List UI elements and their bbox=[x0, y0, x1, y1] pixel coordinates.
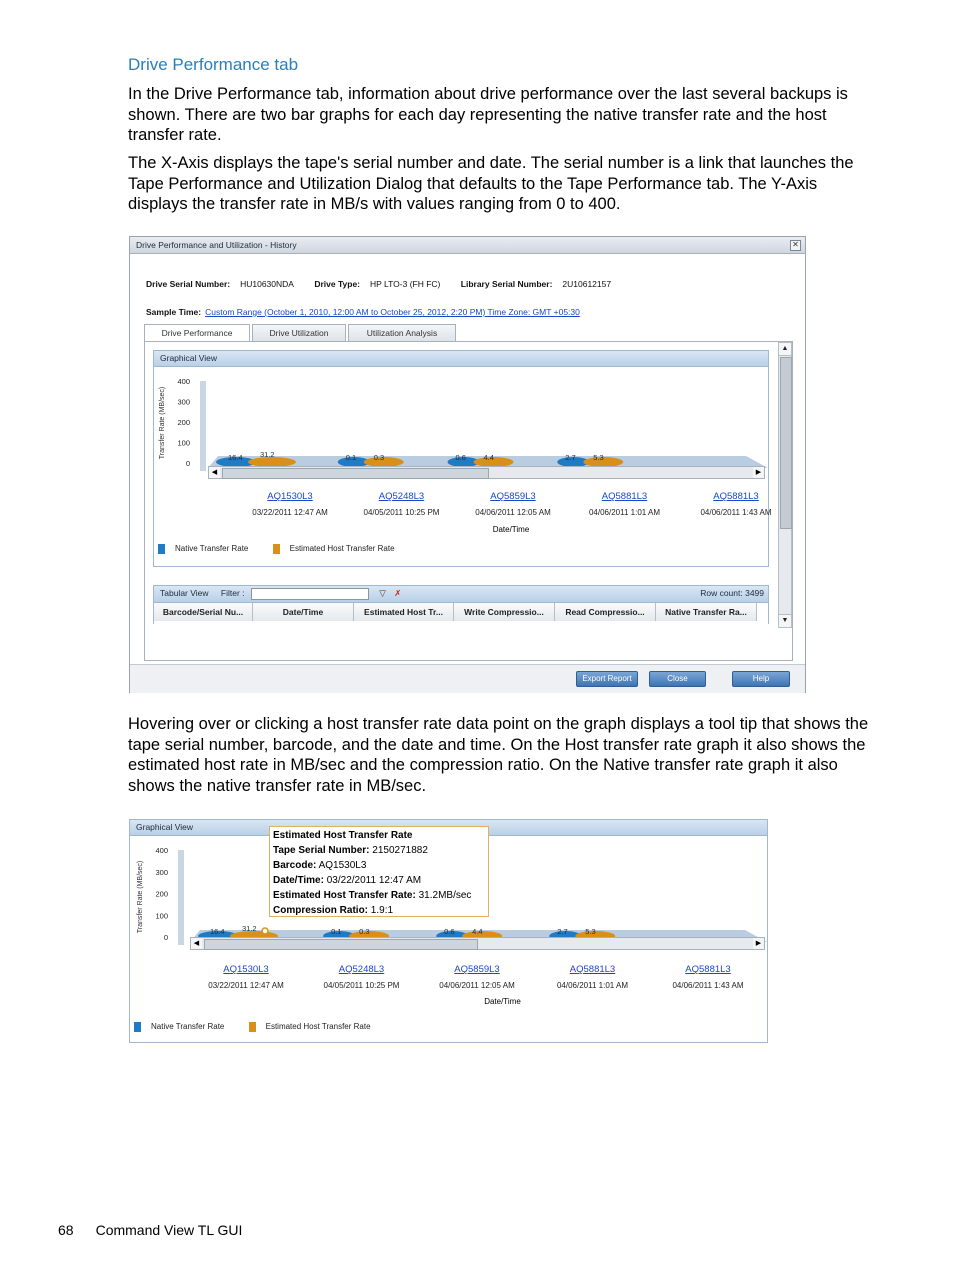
column-write-compression[interactable]: Write Compressio... bbox=[454, 603, 555, 621]
tooltip-compression-label: Compression Ratio: bbox=[273, 905, 369, 916]
x-category-date: 04/06/2011 1:43 AM bbox=[700, 508, 772, 517]
row-count: Row count: 3499 bbox=[700, 588, 764, 598]
x-category bbox=[191, 964, 301, 990]
native-data-label: 0.6 bbox=[455, 453, 466, 462]
close-button[interactable]: Close bbox=[649, 671, 706, 687]
y-tick-label: 0 bbox=[185, 459, 190, 468]
tape-serial-link[interactable]: AQ5859L3 bbox=[490, 491, 536, 502]
x-category bbox=[347, 491, 457, 517]
history-window bbox=[129, 236, 806, 693]
column-native-transfer[interactable]: Native Transfer Ra... bbox=[656, 603, 757, 621]
legend-native-label-2: Native Transfer Rate bbox=[151, 1022, 225, 1032]
drive-type-label: Drive Type: bbox=[314, 279, 361, 289]
drive-serial-value: HU10630NDA bbox=[240, 279, 294, 289]
host-transfer-tooltip bbox=[269, 826, 489, 917]
native-data-label: 16.4 bbox=[228, 453, 243, 462]
x-category-date: 04/06/2011 12:05 AM bbox=[439, 981, 515, 990]
x-category-date: 04/05/2011 10:25 PM bbox=[323, 981, 400, 990]
tab-drive-performance[interactable]: Drive Performance bbox=[144, 324, 250, 343]
library-serial-value: 2U10612157 bbox=[562, 279, 612, 289]
window-button-bar bbox=[130, 664, 805, 693]
host-data-label: 31.2 bbox=[260, 450, 275, 459]
close-icon[interactable]: ✕ bbox=[790, 240, 801, 251]
y-tick-label: 400 bbox=[155, 846, 168, 855]
export-report-button[interactable]: Export Report bbox=[576, 671, 638, 687]
host-data-label: 4.4 bbox=[472, 927, 483, 936]
column-barcode[interactable]: Barcode/Serial Nu... bbox=[154, 603, 253, 621]
native-data-label: 0.1 bbox=[331, 927, 342, 936]
filter-icon[interactable]: ▽ bbox=[379, 588, 386, 598]
help-button[interactable]: Help bbox=[732, 671, 790, 687]
tooltip-date-label: Date/Time: bbox=[273, 875, 324, 886]
tooltip-rate-value: 31.2MB/sec bbox=[415, 890, 472, 901]
x-category bbox=[307, 964, 417, 990]
legend-host-label-2: Estimated Host Transfer Rate bbox=[265, 1022, 371, 1032]
legend-native-swatch-2 bbox=[134, 1022, 141, 1032]
clear-filter-icon[interactable]: ✗ bbox=[394, 588, 402, 598]
host-data-label: 4.4 bbox=[483, 453, 494, 462]
x-category-date: 03/22/2011 12:47 AM bbox=[208, 981, 284, 990]
host-data-label: 31.2 bbox=[242, 924, 257, 933]
y-tick-label: 300 bbox=[155, 867, 168, 877]
y-tick-label: 400 bbox=[177, 377, 190, 386]
hover-point-marker bbox=[262, 928, 268, 934]
y-tick-label: 100 bbox=[177, 438, 190, 448]
y-tick-label: 0 bbox=[163, 933, 168, 942]
tabular-view-panel bbox=[153, 585, 769, 624]
x-category bbox=[422, 964, 532, 990]
y-tick-label: 200 bbox=[177, 418, 190, 427]
sample-time-label: Sample Time: bbox=[146, 307, 202, 317]
x-category-date: 03/22/2011 12:47 AM bbox=[252, 508, 328, 517]
chart-scroll-thumb-2[interactable] bbox=[204, 939, 478, 950]
sample-time-row bbox=[146, 307, 580, 317]
x-category-date: 04/06/2011 1:01 AM bbox=[556, 981, 629, 990]
tape-serial-link[interactable]: AQ5859L3 bbox=[454, 964, 500, 975]
paragraph-intro: In the Drive Performance tab, information about drive performance over the last several backups is shown. There are two bar graphs for each day representing the native transfer rate and the host transfer rate. bbox=[128, 85, 848, 144]
column-read-compression[interactable]: Read Compressio... bbox=[555, 603, 656, 621]
tape-serial-link[interactable]: AQ5248L3 bbox=[338, 964, 385, 975]
tooltip-serial-label: Tape Serial Number: bbox=[273, 845, 370, 856]
tape-serial-link[interactable]: AQ5881L3 bbox=[569, 964, 616, 975]
legend-native-swatch bbox=[158, 544, 165, 554]
legend-native-label: Native Transfer Rate bbox=[175, 544, 249, 554]
x-category-date: 04/06/2011 1:43 AM bbox=[672, 981, 744, 990]
page-footer bbox=[58, 1222, 264, 1238]
drive-serial-label: Drive Serial Number: bbox=[146, 279, 231, 289]
scroll-right-arrow[interactable]: ▶ bbox=[753, 467, 764, 478]
tabular-view-label: Tabular View bbox=[160, 588, 209, 598]
scroll-left-arrow-2[interactable]: ◀ bbox=[191, 938, 202, 949]
tooltip-rate-label: Estimated Host Transfer Rate: bbox=[273, 890, 416, 901]
x-category bbox=[235, 491, 345, 517]
section-heading: Drive Performance tab bbox=[128, 55, 299, 74]
legend-host-label: Estimated Host Transfer Rate bbox=[289, 544, 395, 554]
window-title: Drive Performance and Utilization - History bbox=[136, 240, 297, 250]
scroll-right-arrow-2[interactable]: ▶ bbox=[753, 938, 764, 949]
tooltip-serial-value: 2150271882 bbox=[369, 845, 428, 856]
y-tick-label: 100 bbox=[155, 911, 168, 921]
y-axis-title: Transfer Rate (MB/sec) bbox=[159, 386, 166, 460]
drive-type-value: HP LTO-3 (FH FC) bbox=[370, 279, 441, 289]
graphical-view-header-2: Graphical View bbox=[130, 820, 767, 836]
legend-host-swatch-2 bbox=[249, 1022, 256, 1032]
tabular-view-header bbox=[154, 586, 768, 603]
paragraph-tooltip: Hovering over or clicking a host transfer rate data point on the graph displays a tool tip that shows the tape serial number, barcode, and the date and time. On the Host transfer rate graph it also shows the estimated host rate in MB/sec and the compression ratio. On the Native transfer rate graph it also shows the native transfer rate in MB/sec. bbox=[128, 715, 869, 795]
native-data-label: 0.6 bbox=[444, 927, 455, 936]
tab-utilization-analysis[interactable]: Utilization Analysis bbox=[348, 324, 456, 342]
footer-title: Command View TL GUI bbox=[95, 1222, 243, 1238]
tape-serial-link[interactable]: AQ5248L3 bbox=[378, 491, 425, 502]
chart-scroll-thumb[interactable] bbox=[222, 468, 489, 479]
column-host-transfer[interactable]: Estimated Host Tr... bbox=[354, 603, 454, 621]
window-title-bar bbox=[130, 237, 805, 254]
filter-label: Filter : bbox=[220, 588, 245, 598]
tape-serial-link[interactable]: AQ5881L3 bbox=[601, 491, 648, 502]
y-axis-title: Transfer Rate (MB/sec) bbox=[137, 860, 144, 934]
tooltip-compression-value: 1.9:1 bbox=[368, 905, 394, 916]
x-category-date: 04/05/2011 10:25 PM bbox=[363, 508, 440, 517]
native-data-label: 0.1 bbox=[345, 453, 357, 462]
y-tick-label: 200 bbox=[155, 889, 168, 899]
tab-drive-utilization[interactable]: Drive Utilization bbox=[252, 324, 346, 342]
scroll-left-arrow[interactable]: ◀ bbox=[209, 467, 220, 478]
chart-legend-2 bbox=[134, 1022, 371, 1032]
sample-time-link[interactable]: Custom Range (October 1, 2010, 12:00 AM to October 25, 2012, 2:20 PM) Time Zone: GMT +05:30 bbox=[205, 307, 580, 317]
page-number: 68 bbox=[58, 1222, 74, 1238]
native-data-label: 2.7 bbox=[557, 927, 568, 936]
x-category bbox=[538, 964, 648, 990]
chart-axis-wall bbox=[178, 850, 184, 945]
host-data-label: 0.3 bbox=[373, 453, 385, 462]
tooltip-barcode-label: Barcode: bbox=[273, 860, 317, 871]
x-category-date: 04/06/2011 12:05 AM bbox=[475, 508, 551, 517]
panel-vertical-scrollbar[interactable] bbox=[778, 342, 792, 628]
host-data-label: 5.3 bbox=[585, 927, 596, 936]
tape-serial-link[interactable]: AQ1530L3 bbox=[267, 491, 313, 502]
tape-serial-link[interactable]: AQ5881L3 bbox=[713, 491, 759, 502]
chart-horizontal-scrollbar-2[interactable] bbox=[190, 937, 765, 950]
scroll-up-arrow[interactable]: ▲ bbox=[779, 343, 791, 356]
legend-host-swatch bbox=[273, 544, 280, 554]
column-date-time[interactable]: Date/Time bbox=[253, 603, 354, 621]
library-serial-label: Library Serial Number: bbox=[460, 279, 553, 289]
x-category bbox=[570, 491, 680, 517]
host-data-label: 0.3 bbox=[359, 927, 370, 936]
filter-input[interactable] bbox=[251, 588, 369, 600]
graphical-view-panel bbox=[153, 350, 772, 567]
drive-performance-panel bbox=[144, 341, 793, 661]
x-category-date: 04/06/2011 1:01 AM bbox=[588, 508, 661, 517]
native-data-label: 16.4 bbox=[210, 927, 225, 936]
vertical-scroll-thumb[interactable] bbox=[780, 357, 792, 529]
x-category bbox=[681, 491, 791, 517]
host-data-label: 5.3 bbox=[593, 453, 604, 462]
table-header-row bbox=[154, 603, 766, 621]
tape-serial-link[interactable]: AQ5881L3 bbox=[685, 964, 731, 975]
chart-horizontal-scrollbar[interactable] bbox=[208, 466, 765, 479]
tape-serial-link[interactable]: AQ1530L3 bbox=[223, 964, 269, 975]
x-category bbox=[653, 964, 763, 990]
graphical-view-header: Graphical View bbox=[154, 351, 768, 367]
y-tick-label: 300 bbox=[177, 397, 190, 407]
chart-legend bbox=[158, 544, 395, 554]
scroll-down-arrow[interactable]: ▼ bbox=[779, 614, 791, 627]
x-axis-title: Date/Time bbox=[492, 525, 530, 534]
x-axis-title-2: Date/Time bbox=[484, 997, 521, 1006]
tooltip-barcode-value: AQ1530L3 bbox=[316, 860, 367, 871]
drive-info-row bbox=[146, 279, 611, 289]
native-data-label: 2.7 bbox=[565, 453, 576, 462]
chart-axis-wall bbox=[200, 381, 206, 471]
tooltip-title: Estimated Host Transfer Rate bbox=[273, 830, 413, 841]
x-category bbox=[458, 491, 568, 517]
paragraph-axes: The X-Axis displays the tape's serial number and date. The serial number is a link that launches the Tape Performance and Utilization Dialog that defaults to the Tape Performance tab. The Y-Axis displays the transfer rate in MB/s with values ranging from 0 to 400. bbox=[128, 154, 854, 213]
tooltip-date-value: 03/22/2011 12:47 AM bbox=[323, 875, 422, 886]
